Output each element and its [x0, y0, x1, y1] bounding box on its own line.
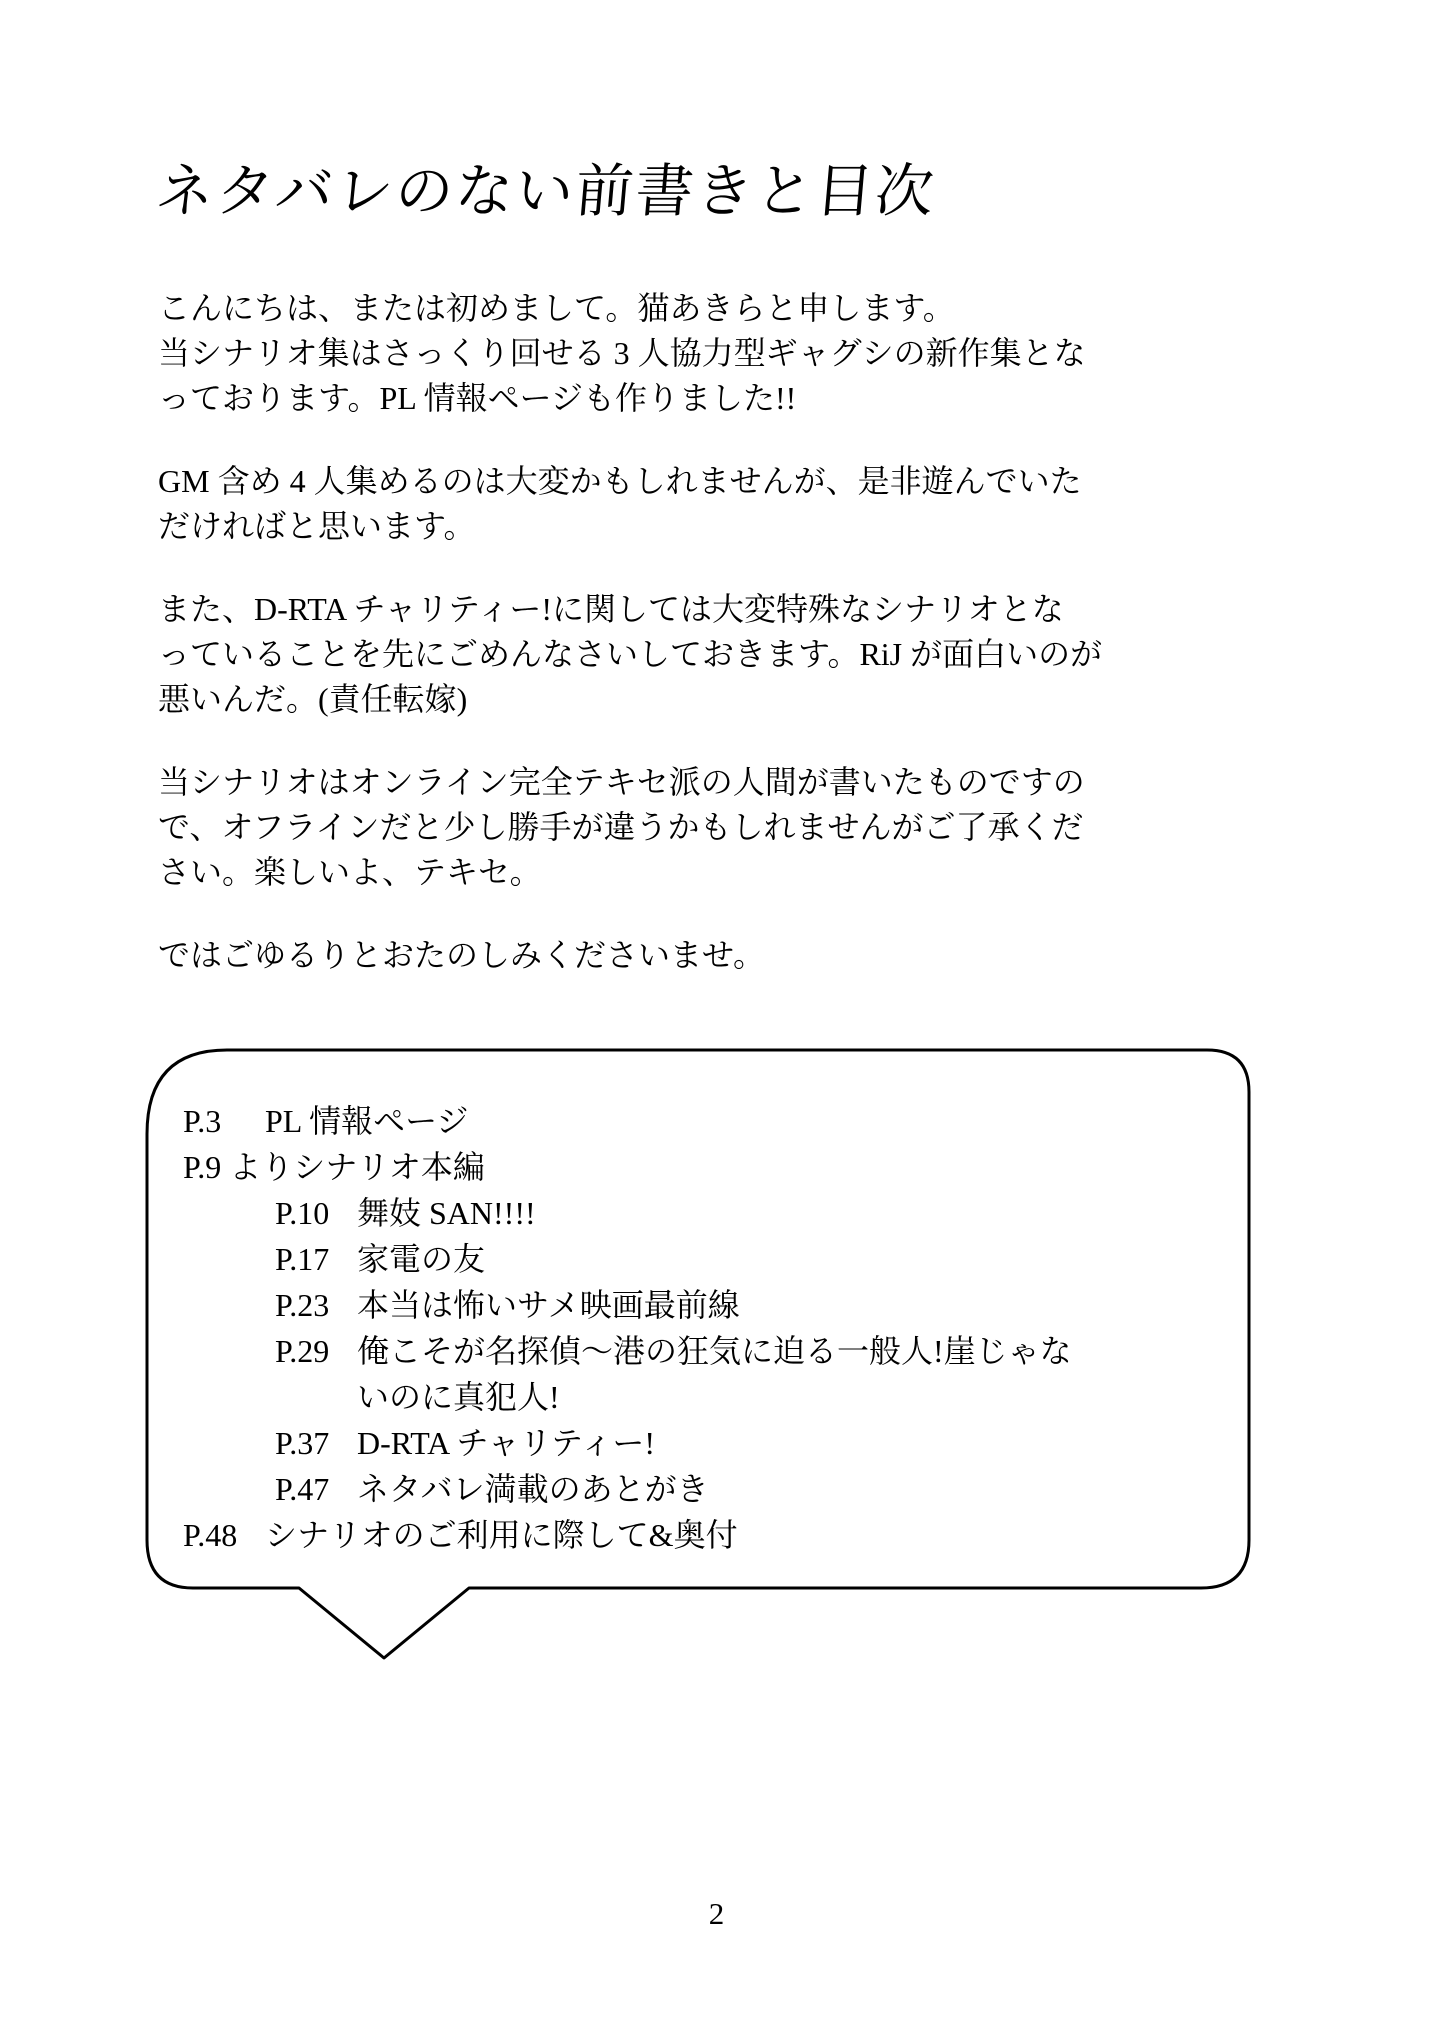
paragraph-line: GM 含め 4 人集めるのは大変かもしれませんが、是非遊んでいた — [158, 463, 1082, 499]
toc-page-label: P.3 — [183, 1103, 222, 1139]
paragraph — [158, 286, 1102, 421]
paragraph-line: さい。楽しいよ、テキセ。 — [158, 854, 542, 890]
toc-page-label: P.23 — [275, 1287, 330, 1323]
toc-page-label: P.29 — [275, 1333, 330, 1369]
paragraph-line: っていることを先にごめんなさいしておきます。RiJ が面白いのが — [158, 636, 1103, 672]
paragraph-line: こんにちは、または初めまして。猫あきらと申します。 — [158, 290, 955, 326]
toc-entry-title: 家電の友 — [357, 1241, 486, 1277]
preface-text — [158, 286, 1102, 1016]
toc-entry-title: PL 情報ページ — [265, 1103, 469, 1139]
paragraph — [158, 933, 1102, 978]
page-number: 2 — [708, 1896, 725, 1931]
paragraph-line: ではごゆるりとおたのしみくださいませ。 — [158, 937, 766, 973]
paragraph — [158, 587, 1102, 722]
toc-page-label: P.48 — [183, 1517, 238, 1553]
toc-entry-title: ネタバレ満載のあとがき — [357, 1471, 709, 1507]
toc-page-label: P.47 — [275, 1471, 330, 1507]
toc-entry-title: 舞妓 SAN!!!! — [357, 1195, 536, 1231]
toc-page-label: P.9 — [183, 1149, 222, 1185]
paragraph-line: また、D-RTA チャリティー!に関しては大変特殊なシナリオとな — [158, 591, 1064, 627]
toc-page-label: P.17 — [275, 1241, 330, 1277]
toc-item — [183, 1512, 1072, 1558]
toc-item — [183, 1098, 1072, 1144]
paragraph-line: 当シナリオはオンライン完全テキセ派の人間が書いたものですの — [158, 764, 1085, 800]
toc-item — [275, 1190, 1072, 1236]
toc-entry-title: シナリオのご利用に際して&奥付 — [265, 1517, 738, 1553]
paragraph-line: 悪いんだ。(責任転嫁) — [158, 681, 468, 717]
toc-entry-title: よりシナリオ本編 — [229, 1149, 485, 1185]
toc-page-label: P.37 — [275, 1425, 330, 1461]
paragraph-line: 当シナリオ集はさっくり回せる 3 人協力型ギャグシの新作集とな — [158, 335, 1086, 371]
toc-item — [183, 1144, 1072, 1190]
table-of-contents — [183, 1098, 1072, 1558]
toc-speech-bubble — [143, 1048, 1253, 1668]
toc-item — [357, 1374, 1072, 1420]
toc-entry-title: いのに真犯人! — [357, 1379, 560, 1415]
toc-item — [275, 1466, 1072, 1512]
paragraph-line: っております。PL 情報ページも作りました!! — [158, 380, 797, 416]
paragraph-line: だければと思います。 — [158, 508, 476, 544]
toc-item — [275, 1236, 1072, 1282]
toc-item — [275, 1420, 1072, 1466]
toc-entry-title: D-RTA チャリティー! — [357, 1425, 656, 1461]
toc-entry-title: 俺こそが名探偵〜港の狂気に迫る一般人!崖じゃな — [357, 1333, 1072, 1369]
toc-item — [275, 1282, 1072, 1328]
paragraph — [158, 760, 1102, 895]
toc-item — [275, 1328, 1072, 1374]
page-title: ネタバレのない前書きと目次 — [153, 157, 939, 225]
paragraph-line: で、オフラインだと少し勝手が違うかもしれませんがご了承くだ — [158, 809, 1084, 845]
toc-entry-title: 本当は怖いサメ映画最前線 — [357, 1287, 740, 1323]
toc-page-label: P.10 — [275, 1195, 330, 1231]
paragraph — [158, 459, 1102, 549]
